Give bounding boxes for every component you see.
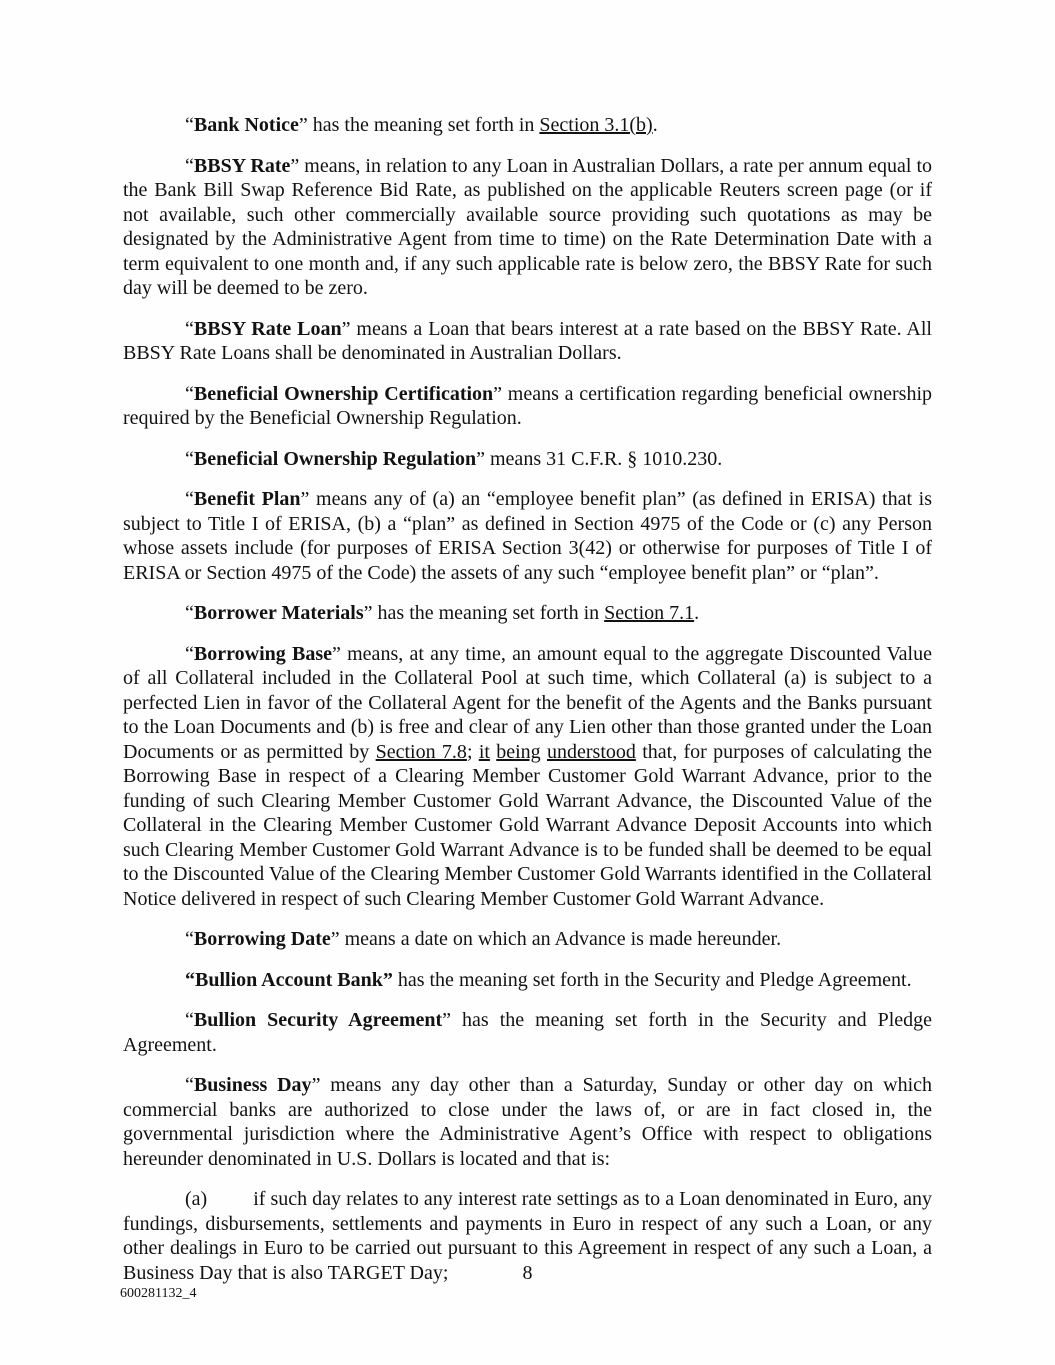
defined-term: BBSY Rate	[193, 154, 291, 177]
defined-term: Beneficial Ownership Certification	[193, 382, 494, 405]
text-run: ” means, at any time, an amount equal to the aggregate Discounted Value of all Collateral included in the Collateral Pool at such time, which Collateral (a) is subject to a perfected Lien in favor of the Collateral Agent for the benefit of the Agents and the Banks pursuant to the Loan Documents and (b) is free and clear of any Lien other than those granted under the Loan Documents or as permitted by	[123, 642, 932, 763]
paragraph	[123, 317, 932, 366]
defined-term: Business Day	[193, 1074, 312, 1096]
text-run: ” means any day other than a Saturday, Sunday or other day on which commercial banks are authorized to close under the laws of, or are in fact closed in, the governmental jurisdiction where the Administrative Agent’s Office with respect to obligations hereunder denominated in U.S. Dollars is located and that is:	[123, 1074, 933, 1170]
section-reference: Section 3.1(b)	[539, 114, 653, 136]
text-run: “	[185, 317, 194, 340]
paragraph	[123, 1008, 932, 1057]
text-run: ” means a Loan that bears interest at a rate based on the BBSY Rate. All BBSY Rate Loans shall be denominated in Australian Dollars.	[123, 317, 932, 364]
text-run: ” means a certification regarding beneficial ownership required by the Beneficial Ownership Regulation.	[123, 382, 932, 429]
text-run: ” has the meaning set forth in	[363, 602, 605, 624]
text-run: has the meaning set forth in the Security and Pledge Agreement.	[392, 968, 912, 991]
defined-term: BBSY Rate Loan	[193, 317, 342, 340]
text-run: ” has the meaning set forth in	[298, 114, 540, 136]
text-run: “	[185, 382, 194, 405]
text-run: “	[185, 1074, 194, 1096]
text-run: (a)	[185, 1188, 208, 1210]
text-run: “	[185, 154, 194, 177]
text-run: if such day relates to any interest rate settings as to a Loan denominated in Euro, any fundings, disbursements, settlements and payments in Euro in respect of any such a Loan, or any other dealings in Euro to be carried out pursuant to this Agreement in respect of any such a Loan, a Business Day that is also TARGET Day;	[123, 1188, 932, 1284]
text-run: “	[185, 1009, 194, 1031]
text-run: ” means, in relation to any Loan in Australian Dollars, a rate per annum equal to the Bank Bill Swap Reference Bid Rate, as published on the applicable Reuters screen page (or if not available, such other commercially available source providing such quotations as may be designated by the Administrative Agent from time to time) on the Rate Determination Date with a term equivalent to one month and, if any such applicable rate is below zero, the BBSY Rate for such day will be deemed to be zero.	[123, 154, 933, 299]
defined-term: Borrower Materials	[193, 602, 364, 624]
document-body	[123, 113, 932, 1285]
defined-term: Beneficial Ownership Regulation	[193, 447, 477, 470]
defined-term: “Bullion Account Bank”	[185, 968, 393, 991]
paragraph	[123, 154, 932, 301]
defined-term: Borrowing Base	[193, 642, 332, 665]
section-reference: Section 7.8	[375, 740, 467, 763]
paragraph	[123, 642, 932, 912]
defined-term: Borrowing Date	[193, 928, 331, 950]
defined-term: Bullion Security Agreement	[193, 1009, 443, 1031]
text-run: .	[694, 602, 700, 624]
text-run: ” means a date on which an Advance is made hereunder.	[330, 928, 782, 950]
section-reference: being	[496, 740, 541, 763]
paragraph	[123, 113, 932, 138]
section-reference: Section 7.1	[604, 602, 695, 624]
paragraph	[123, 382, 932, 431]
document-id: 600281132_4	[120, 1286, 197, 1301]
defined-term: Benefit Plan	[193, 488, 301, 510]
text-run: ” has the meaning set forth in the Security and Pledge Agreement.	[123, 1009, 933, 1056]
text-run: “	[185, 447, 194, 470]
text-run: “	[185, 602, 194, 624]
text-run: “	[185, 488, 194, 510]
text-run: ” means any of (a) an “employee benefit plan” (as defined in ERISA) that is subject to Title I of ERISA, (b) a “plan” as defined in Section 4975 of the Code or (c) any Person whose assets include (for purposes of ERISA Section 3(42) or otherwise for purposes of Title I of ERISA or Section 4975 of the Code) the assets of any such “employee benefit plan” or “plan”.	[123, 488, 932, 584]
paragraph	[123, 1073, 932, 1171]
text-run: that, for purposes of calculating the Borrowing Base in respect of a Clearing Member Customer Gold Warrant Advance, prior to the funding of such Clearing Member Customer Gold Warrant Advance, the Discounted Value of the Collateral in the Clearing Member Customer Gold Warrant Advance Deposit Accounts into which such Clearing Member Customer Gold Warrant Advance is to be funded shall be deemed to be equal to the Discounted Value of the Clearing Member Customer Gold Warrants identified in the Collateral Notice delivered in respect of such Clearing Member Customer Gold Warrant Advance.	[123, 740, 933, 910]
paragraph	[123, 447, 932, 472]
section-reference: it	[478, 740, 490, 763]
paragraph	[123, 927, 932, 952]
paragraph	[123, 601, 932, 626]
text-run: ;	[466, 740, 479, 763]
defined-term: Bank Notice	[193, 114, 299, 136]
page-number: 8	[522, 1262, 533, 1284]
paragraph	[123, 968, 932, 993]
text-run: .	[652, 114, 658, 136]
text-run: “	[185, 928, 194, 950]
paragraph	[123, 487, 932, 585]
text-run: “	[185, 114, 194, 136]
text-run: “	[185, 642, 194, 665]
text-run: ” means 31 C.F.R. § 1010.230.	[476, 447, 723, 470]
section-reference: understood	[547, 740, 636, 763]
